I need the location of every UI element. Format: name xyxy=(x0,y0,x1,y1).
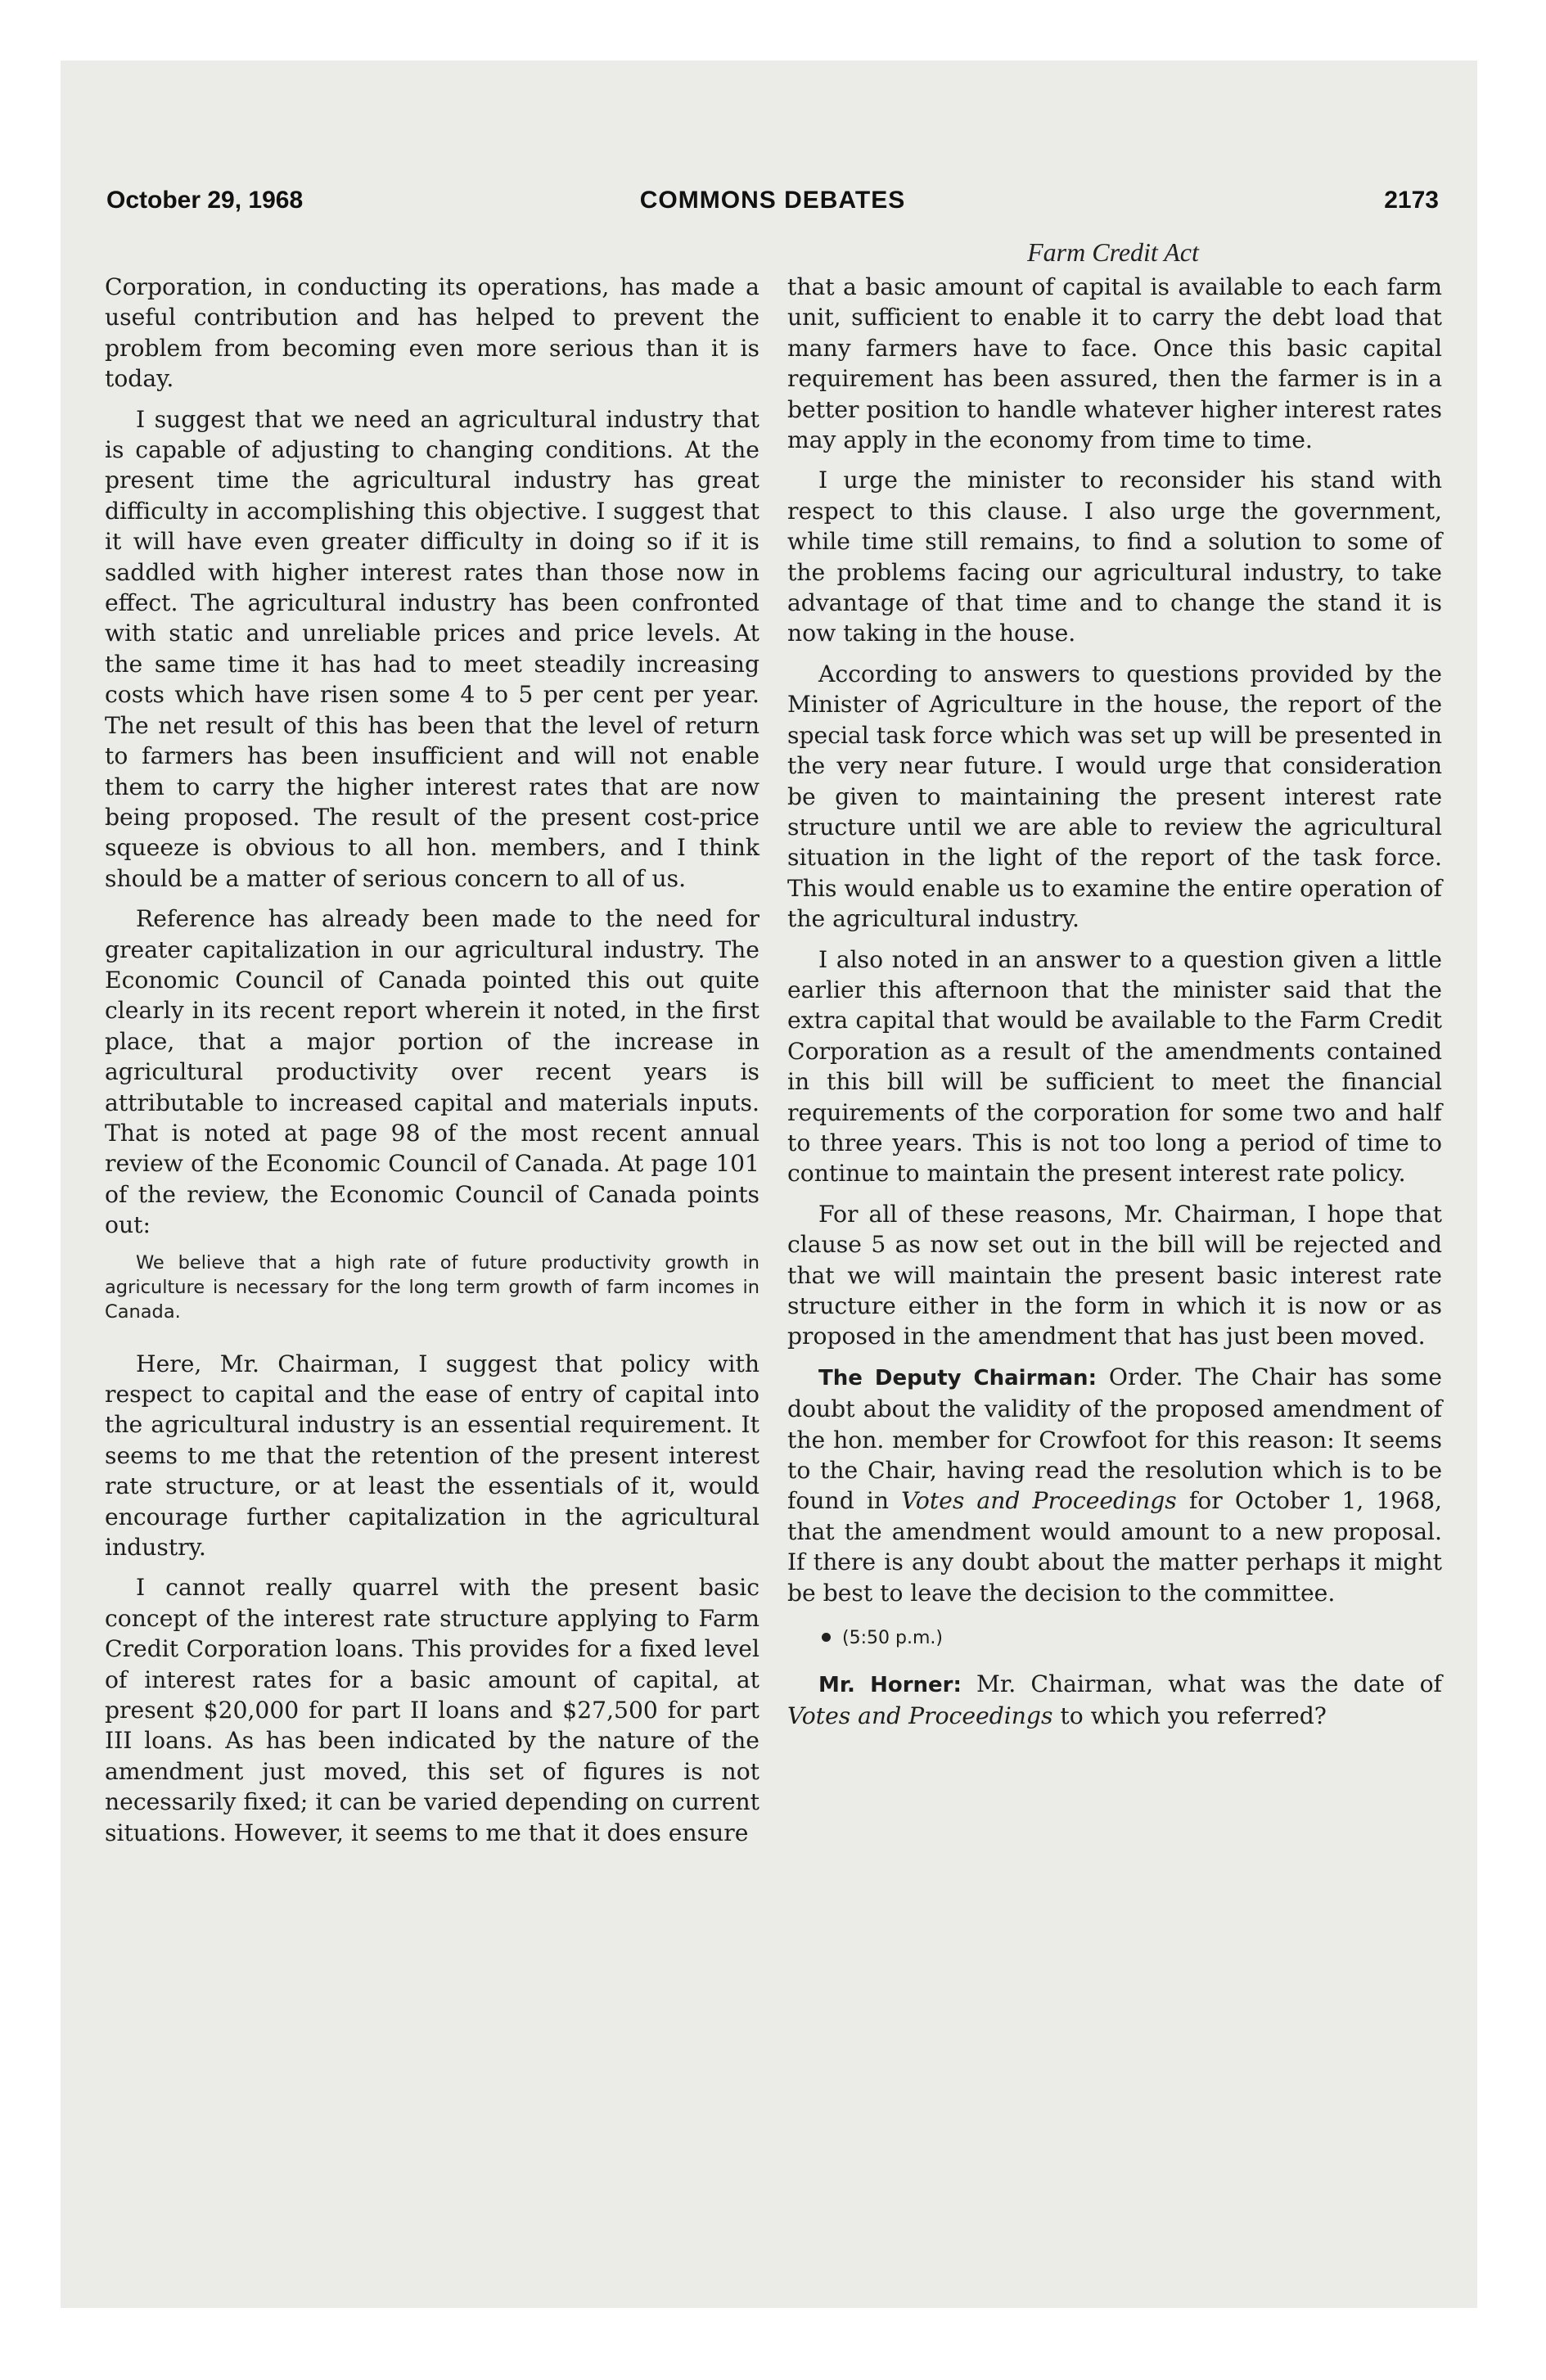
bullet-dot-icon xyxy=(822,1633,831,1642)
page-number: 2173 xyxy=(1384,187,1439,214)
speaker-name: Mr. Horner: xyxy=(818,1673,962,1698)
running-head: Farm Credit Act xyxy=(1027,237,1199,267)
speech-text: Mr. Chairman, what was the date of xyxy=(976,1670,1442,1698)
block-quote: We believe that a high rate of future productivity growth in agriculture is necessary for the long term growth of farm incomes in Canada. xyxy=(105,1251,759,1323)
paragraph: I suggest that we need an agricultural industry that is capable of adjusting to changing conditions. At the present time the agricultural industry has great difficulty in accomplishing this objective. I suggest that it will have even greater difficulty in doing so if it is saddled with higher interest rates than those now in effect. The agricultural industry has been confronted with static and unreliable prices and price levels. At the same time it has had to meet steadily increasing costs which have risen some 4 to 5 per cent per year. The net result of this has been that the level of return to farmers has been insufficient and will not enable them to carry the higher interest rates that are now being proposed. The result of the present cost-price squeeze is obvious to all hon. members, and I think should be a matter of serious concern to all of us. xyxy=(105,405,759,892)
left-column xyxy=(105,272,759,1858)
publication-reference: Votes and Proceedings xyxy=(787,1702,1053,1730)
paragraph: According to answers to questions provided by the Minister of Agriculture in the house, the report of the special task force which was set up will be presented in the very near future. I would urge that consideration be given to maintaining the present interest rate structure until we are able to review the agricultural situation in the light of the report of the task force. This would enable us to examine the entire operation of the agricultural industry. xyxy=(787,660,1442,933)
page-header xyxy=(106,187,1439,236)
speech-paragraph xyxy=(787,1362,1442,1608)
speech-text: for October 1, 1968, that the amendment would amount to a new proposal. If there is any doubt about the matter perhaps it might be best to leave the decision to the committee. xyxy=(787,1487,1442,1607)
timestamp-text: (5:50 p.m.) xyxy=(842,1628,943,1649)
paragraph: Reference has already been made to the need for greater capitalization in our agricultural industry. The Economic Council of Canada pointed this out quite clearly in its recent report wherein it noted, in the first place, that a major portion of the increase in agricultural productivity over recent years is attributable to increased capital and materials inputs. That is noted at page 98 of the most recent annual review of the Economic Council of Canada. At page 101 of the review, the Economic Council of Canada points out: xyxy=(105,905,759,1239)
paragraph: I also noted in an answer to a question given a little earlier this afternoon that the minister said that the extra capital that would be available to the Farm Credit Corporation as a result of the amendments contained in this bill will be sufficient to meet the financial requirements of the corporation for some two and half to three years. This is not too long a period of time to continue to maintain the present interest rate policy. xyxy=(787,945,1442,1188)
paragraph: that a basic amount of capital is available to each farm unit, sufficient to enable it to carry the debt load that many farmers have to face. Once this basic capital requirement has been assured, then the farmer is in a better position to handle whatever higher interest rates may apply in the economy from time to time. xyxy=(787,273,1442,454)
paragraph: Here, Mr. Chairman, I suggest that policy with respect to capital and the ease of entry of capital into the agricultural industry is an essential requirement. It seems to me that the retention of the present interest rate structure, or at least the essentials of it, would encourage further capitalization in the agricultural industry. xyxy=(105,1350,759,1562)
header-date: October 29, 1968 xyxy=(106,187,304,214)
speech-paragraph xyxy=(787,1669,1442,1732)
speech-text: Order. The Chair has some doubt about the validity of the proposed amendment of the hon. member for Crowfoot for this reason: It seems to the Chair, having read the resolution which is to be found in xyxy=(787,1363,1442,1515)
timestamp xyxy=(787,1626,1442,1651)
speaker-name: The Deputy Chairman: xyxy=(818,1365,1097,1391)
paragraph: I urge the minister to reconsider his stand with respect to this clause. I also urge the government, while time still remains, to find a solution to some of the problems facing our agricultural industry, to take advantage of that time and to change the stand it is now taking in the house. xyxy=(787,467,1442,647)
publication-reference: Votes and Proceedings xyxy=(901,1487,1177,1515)
speech-text: to which you referred? xyxy=(1060,1702,1327,1730)
paragraph: Corporation, in conducting its operations, has made a useful contribution and has helped to prevent the problem from becoming even more serious than it is today. xyxy=(105,273,759,393)
paragraph: For all of these reasons, Mr. Chairman, I hope that clause 5 as now set out in the bill will be rejected and that we will maintain the present basic interest rate structure either in the form in which it is now or as proposed in the amendment that has just been moved. xyxy=(787,1200,1442,1350)
publication-title: COMMONS DEBATES xyxy=(639,187,906,214)
paragraph: I cannot really quarrel with the present basic concept of the interest rate structure applying to Farm Credit Corporation loans. This provides for a fixed level of interest rates for a basic amount of capital, at present $20,000 for part II loans and $27,500 for part III loans. As has been indicated by the nature of the amendment just moved, this set of figures is not necessarily fixed; it can be varied depending on current situations. However, it seems to me that it does ensure xyxy=(105,1574,759,1846)
right-column xyxy=(787,272,1442,1742)
